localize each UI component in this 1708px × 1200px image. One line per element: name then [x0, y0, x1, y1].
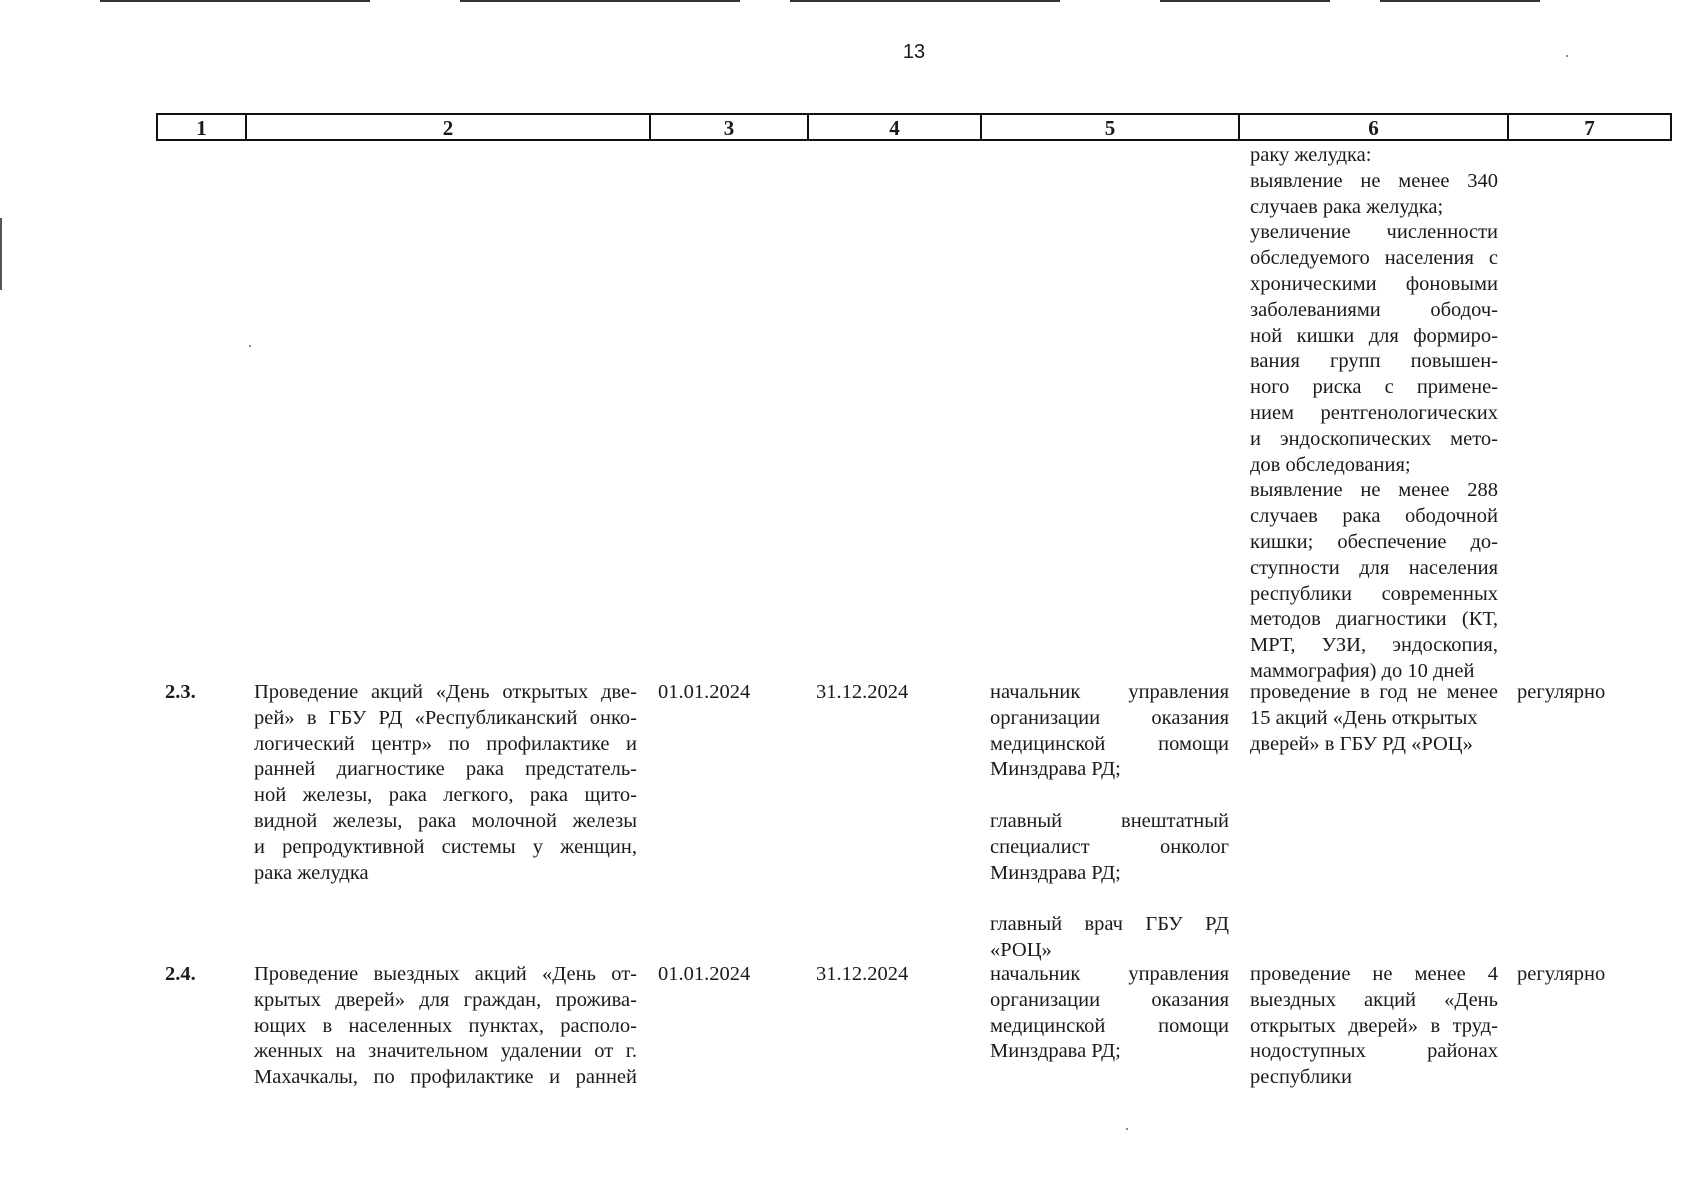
row-periodicity: регулярно — [1517, 681, 1606, 703]
continuation-result-text: раку желудка: выявление не менее 340 случаев рака желудка; увеличение численности обследуемого населения с хроническими фоновыми заболеваниями ободоч- ной кишки для формиро- вания групп повышен- ного риска с примене- нием рентгенологических и эндоскопических мето- дов обследования; выявление не менее 288 случаев рака ободочной кишки; обеспечение до- ступности для населения республики современных методов диагностики (КТ, МРТ, УЗИ, эндоскопия, маммография) до 10 дней — [1250, 144, 1498, 682]
table-header-row — [156, 113, 1672, 141]
row-periodicity: регулярно — [1517, 963, 1606, 985]
scan-artifact-line — [460, 0, 740, 2]
header-col-6: 6 — [1240, 115, 1509, 139]
header-col-3: 3 — [651, 115, 809, 139]
scan-margin-mark — [0, 218, 2, 290]
row-start-date: 01.01.2024 — [658, 681, 751, 703]
responsible-entry: начальник управления организации оказания медицинской помощи Минздрава РД; — [990, 681, 1229, 781]
header-col-4: 4 — [809, 115, 982, 139]
row-start-date: 01.01.2024 — [658, 963, 751, 985]
row-end-date: 31.12.2024 — [816, 963, 909, 985]
row-end-date: 31.12.2024 — [816, 681, 909, 703]
row-responsible — [990, 680, 1229, 964]
responsible-entry: начальник управления организации оказания медицинской помощи Минздрава РД; — [990, 963, 1229, 1063]
row-number: 2.4. — [165, 963, 196, 985]
row-responsible — [990, 962, 1229, 1065]
responsible-entry: главный врач ГБУ РД «РОЦ» — [990, 913, 1229, 961]
header-col-5: 5 — [982, 115, 1240, 139]
scan-speck — [249, 345, 251, 347]
scan-artifact-line — [1160, 0, 1330, 2]
page-number: 13 — [902, 41, 926, 63]
row-result: проведение в год не менее 15 акций «День открытых дверей» в ГБУ РД «РОЦ» — [1250, 681, 1498, 755]
scan-speck — [1126, 1128, 1128, 1130]
row-description: Проведение выездных акций «День от- крытых дверей» для граждан, прожива- ющих в населенных пунктах, располо- женных на значительном удалении от г. Махачкалы, по профилактике и ранней — [254, 963, 637, 1089]
scan-artifact-line — [100, 0, 370, 2]
responsible-entry: главный внештатный специалист онколог Минздрава РД; — [990, 809, 1229, 884]
header-col-7: 7 — [1584, 116, 1595, 140]
header-col-2: 2 — [247, 115, 651, 139]
row-description: Проведение акций «День открытых две- рей» в ГБУ РД «Республиканский онко- логический центр» по профилактике и ранней диагностике рака предстатель- ной железы, рака легкого, рака щито- видной железы, рака молочной железы и репродуктивной системы у женщин, рака желудка — [254, 681, 637, 884]
row-result: проведение не менее 4 выездных акций «День открытых дверей» в труд- нодоступных районах республики — [1250, 963, 1498, 1089]
scan-artifact-line — [1380, 0, 1540, 2]
header-col-1: 1 — [158, 115, 247, 139]
row-number: 2.3. — [165, 681, 196, 703]
scan-artifact-line — [790, 0, 1060, 2]
